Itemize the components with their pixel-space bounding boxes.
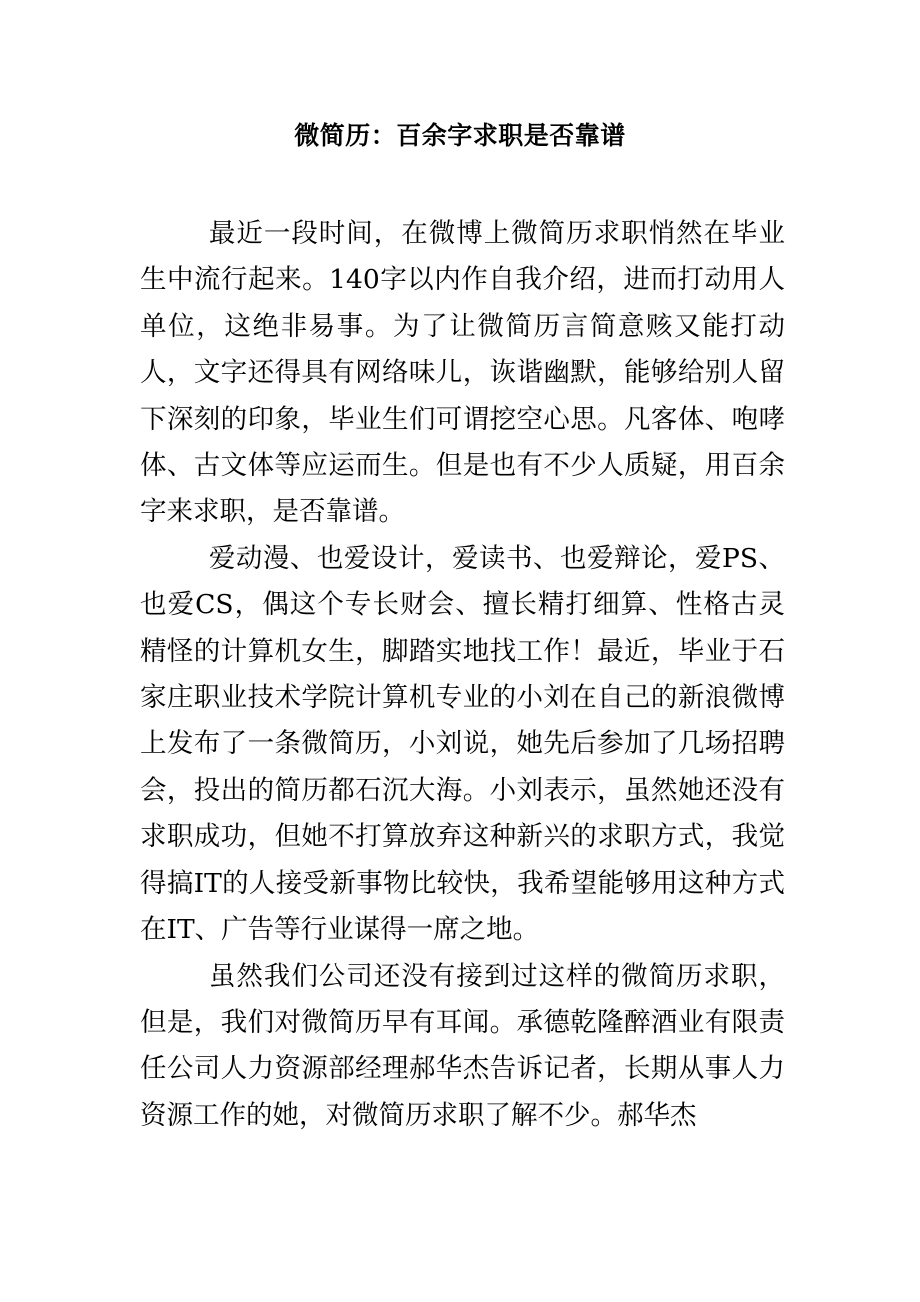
document-body <box>140 211 785 1139</box>
paragraph-2: 爱动漫、也爱设计，爱读书、也爱辩论，爱PS、也爱CS，偶这个专长财会、擅长精打细算、性格古灵精怪的计算机女生，脚踏实地找工作！最近，毕业于石家庄职业技术学院计算机专业的小刘在自己的新浪微博上发布了一条微简历，小刘说，她先后参加了几场招聘会，投出的简历都石沉大海。小刘表示，虽然她还没有求职成功，但她不打算放弃这种新兴的求职方式，我觉得搞IT的人接受新事物比较快，我希望能够用这种方式在IT、广告等行业谋得一席之地。 <box>140 542 785 946</box>
paragraph-3: 虽然我们公司还没有接到过这样的微简历求职，但是，我们对微简历早有耳闻。承德乾隆醉酒业有限责任公司人力资源部经理郝华杰告诉记者，长期从事人力资源工作的她，对微简历求职了解不少。郝华杰 <box>140 960 785 1131</box>
paragraph-1: 最近一段时间，在微博上微简历求职悄然在毕业生中流行起来。140字以内作自我介绍，进而打动用人单位，这绝非易事。为了让微简历言简意赅又能打动人，文字还得具有网络味儿，诙谐幽默，能够给别人留下深刻的印象，毕业生们可谓挖空心思。凡客体、咆哮体、古文体等应运而生。但是也有不少人质疑，用百余字来求职，是否靠谱。 <box>140 218 785 528</box>
document-title: 微简历：百余字求职是否靠谱 <box>294 121 626 150</box>
